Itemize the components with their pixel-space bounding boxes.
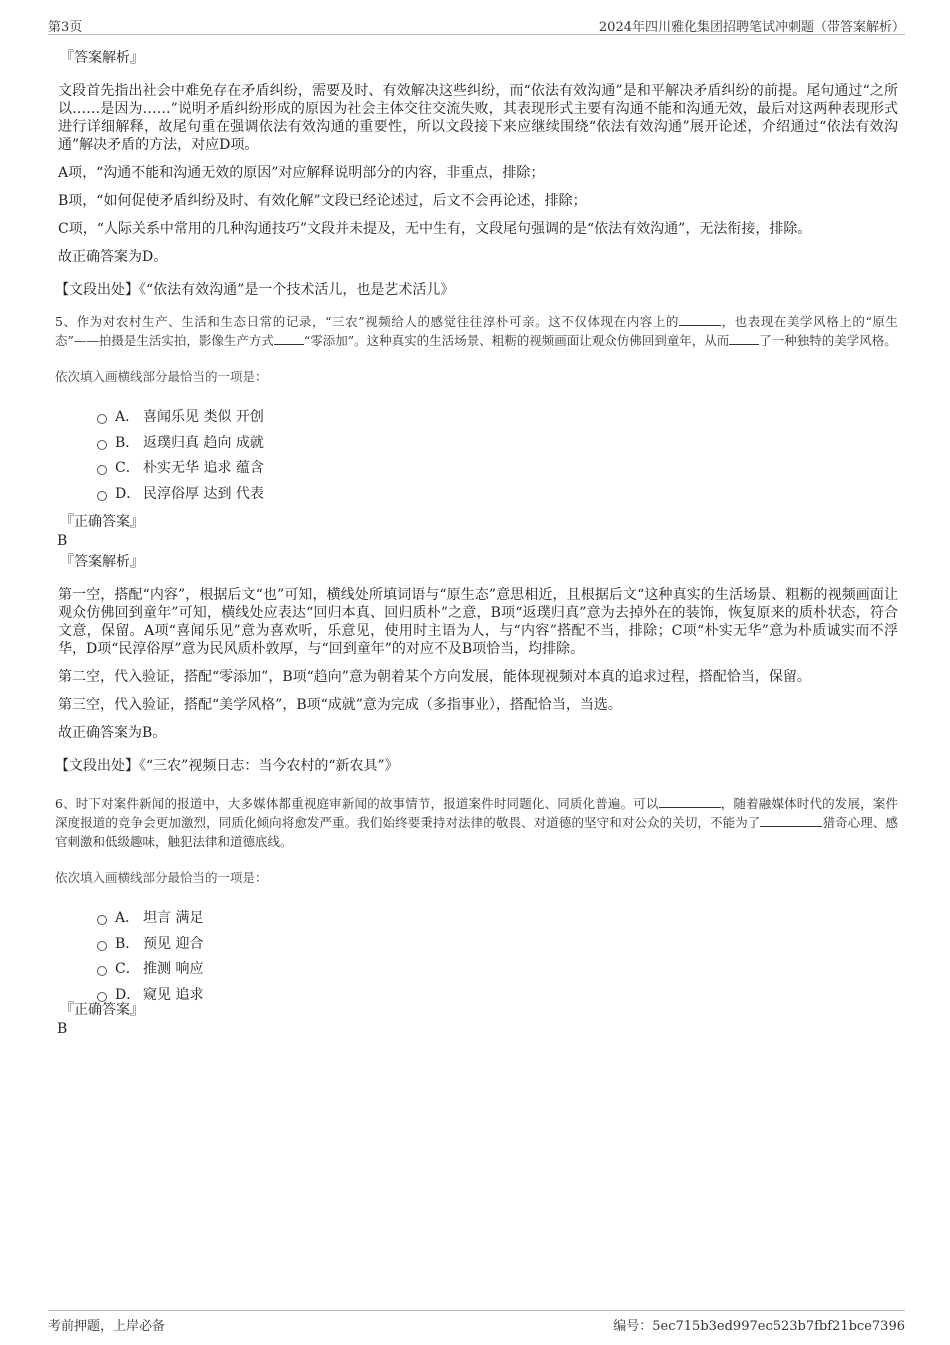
- option-a[interactable]: A． 坦言 满足: [97, 907, 898, 933]
- question-prompt: 依次填入画横线部分最恰当的一项是：: [55, 870, 268, 885]
- analysis-paragraph: A项，“沟通不能和沟通无效的原因”对应解释说明部分的内容，非重点，排除；: [58, 165, 545, 181]
- option-c[interactable]: C． 朴实无华 追求 蕴含: [97, 457, 898, 483]
- analysis-paragraph: 文段首先指出社会中难免存在矛盾纠纷，需要及时、有效解决这些纠纷，而“依法有效沟通”是和平解决矛盾纠纷的前提。尾句通过“之所以……是因为……”说明矛盾纠纷形成的原因为社会主体交往交流失败，其表现形式主要有沟通不能和沟通无效，最后对这两种表现形式进行详细解释，故尾句重在强调依法有效沟通的重要性，所以文段接下来应继续围绕“依法有效沟通”展开论述，介绍通过“依法有效沟通”解决矛盾的方法，对应D项。: [58, 83, 898, 153]
- question-5: [55, 312, 898, 776]
- radio-icon[interactable]: [97, 992, 107, 1002]
- blank-line: [274, 332, 304, 345]
- option-d[interactable]: D． 窥见 追求: [97, 984, 898, 998]
- radio-icon[interactable]: [97, 465, 107, 475]
- page-footer: [48, 1310, 905, 1333]
- analysis-paragraph: 第二空，代入验证，搭配“零添加”，B项“趋向”意为朝着某个方向发展，能体现视频对本真的追求过程，搭配恰当，保留。: [58, 669, 811, 685]
- question-stem: 5、作为对农村生产、生活和生态日常的记录，“三农”视频给人的感觉往往淳朴可亲。这不仅体现在内容上的 ，也表现在美学风格上的“原生态”——拍摄是生活实拍，影像生产方式 “零添加”。这种真实的生活场景、粗粝的视频画面让观众仿佛回到童年，从而 了一种独特的美学风格。: [55, 314, 898, 348]
- page-content: [55, 46, 898, 1038]
- blank-line: [760, 814, 822, 827]
- option-d[interactable]: D． 民淳俗厚 达到 代表: [97, 483, 898, 509]
- option-a[interactable]: A． 喜闻乐见 类似 开创: [97, 406, 898, 432]
- source-citation: 【文段出处】《“三农”视频日志：当今农村的“新农具”》: [55, 758, 399, 774]
- radio-icon[interactable]: [97, 491, 107, 501]
- question-prompt: 依次填入画横线部分最恰当的一项是：: [55, 369, 268, 384]
- source-citation: 【文段出处】《“依法有效沟通”是一个技术活儿，也是艺术活儿》: [55, 282, 455, 298]
- answer-title: 『正确答案』: [60, 514, 144, 530]
- blank-line: [679, 313, 721, 326]
- option-b[interactable]: B． 返璞归真 趋向 成就: [97, 432, 898, 458]
- footer-slogan: 考前押题，上岸必备: [48, 1319, 166, 1334]
- correct-answer: B: [57, 1020, 68, 1037]
- blank-line: [729, 332, 759, 345]
- question-6: [55, 794, 898, 1038]
- option-list: [97, 406, 898, 508]
- analysis-title: 『答案解析』: [60, 50, 144, 66]
- question-stem: 6、时下对案件新闻的报道中，大多媒体都重视庭审新闻的故事情节，报道案件时同题化、同质化普遍。可以 ，随着融媒体时代的发展，案件深度报道的竞争会更加激烈，同质化倾向将愈发严重。我们始终要秉持对法律的敬畏、对道德的坚守和对公众的关切，不能为了 猎奇心理、感官刺激和低级趣味，触犯法律和道德底线。: [55, 796, 898, 849]
- analysis-paragraph: 第一空，搭配“内容”，根据后文“也”可知，横线处所填词语与“原生态”意思相近，且根据后文“这种真实的生活场景、粗粝的视频画面让观众仿佛回到童年”可知，横线处应表达“回归本真、回归质朴”之意，B项“返璞归真”意为去掉外在的装饰，恢复原来的质朴状态，符合文意，保留。A项“喜闻乐见”意为喜欢听，乐意见，使用时主语为人，与“内容”搭配不当，排除；C项“朴实无华”意为朴质诚实而不浮华，D项“民淳俗厚”意为民风质朴敦厚，与“回到童年”的对应不及B项恰当，均排除。: [58, 587, 898, 657]
- document-title: 2024年四川雅化集团招聘笔试冲刺题（带答案解析）: [598, 20, 905, 35]
- option-list: [97, 907, 898, 1003]
- radio-icon[interactable]: [97, 414, 107, 424]
- analysis-paragraph: C项，“人际关系中常用的几种沟通技巧”文段并未提及，无中生有，文段尾句强调的是“依法有效沟通”，无法衔接，排除。: [58, 221, 812, 237]
- analysis-title: 『答案解析』: [60, 554, 144, 570]
- option-c[interactable]: C． 推测 响应: [97, 958, 898, 984]
- correct-answer: B: [57, 533, 68, 549]
- answer-title: 『正确答案』: [60, 1001, 144, 1018]
- analysis-conclusion: 故正确答案为B。: [58, 725, 167, 741]
- page-number: 第3页: [48, 20, 83, 35]
- analysis-conclusion: 故正确答案为D。: [58, 249, 168, 265]
- analysis-paragraph: B项，“如何促使矛盾纠纷及时、有效化解”文段已经论述过，后文不会再论述，排除；: [58, 193, 587, 209]
- document-id: 编号：5ec715b3ed997ec523b7fbf21bce7396: [613, 1319, 905, 1334]
- radio-icon[interactable]: [97, 941, 107, 951]
- analysis-paragraph: 第三空，代入验证，搭配“美学风格”，B项“成就”意为完成（多指事业），搭配恰当，当选。: [58, 697, 622, 713]
- blank-line: [659, 795, 721, 808]
- radio-icon[interactable]: [97, 915, 107, 925]
- radio-icon[interactable]: [97, 440, 107, 450]
- page-header: [48, 14, 905, 35]
- radio-icon[interactable]: [97, 966, 107, 976]
- option-b[interactable]: B． 预见 迎合: [97, 933, 898, 959]
- q4-analysis: [55, 48, 898, 300]
